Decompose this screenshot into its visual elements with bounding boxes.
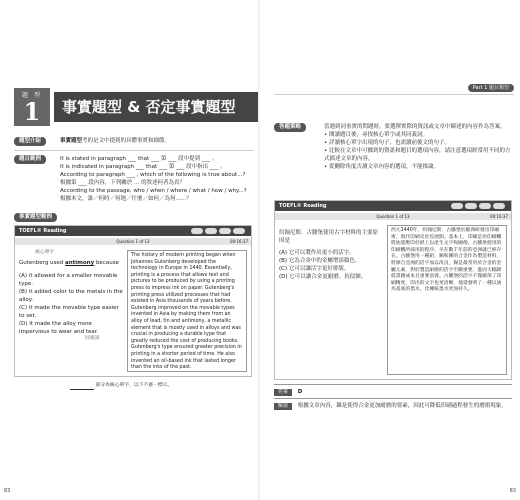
strategy-item: • 比較在文章中可據到的資訊和題目的選項內容，請注意選項經常用不同的方式描述文章的內容。	[324, 148, 511, 162]
stem-keyword: antimony	[65, 260, 95, 266]
part-tag: Part 1 題目類型	[468, 84, 514, 92]
example-list	[60, 155, 258, 203]
strategy-item: • 閱讀題目後，尋找核心單字或其同義詞。	[324, 132, 429, 138]
strategy-label: 答題策略	[274, 123, 306, 132]
example-line: 根據本文，誰／何時／何地／什麼／如何／為何......？	[60, 196, 192, 202]
chapter-badge	[14, 88, 50, 126]
page-number: 83	[4, 488, 11, 494]
nav-button[interactable]	[451, 203, 463, 209]
cn-passage-text: 西元1440年，約翰尼斯．古騰堡於歐洲研發出印刷術，現代印刷史於焉展開。基本上，印刷是用印刷機將油墨壓印於紙上以產生文字和圖像。古騰堡使用的印刷機所採用的程序，早在數千年前的亞洲就已經存在。古騰堡用一種鉛、錫和銻的合金作為製造材料，將源自亞洲的活字加以改良，錫是最常用於合金的金屬元素，對於製造耐磨的活字至關重要，進而大幅降低書籍成本且重要意義。古騰堡的活字不僅確保了印刷精度，印出的文字也更清晰，他還發明了一種以油為基底的墨水，比傳統墨水更加持久。	[391, 228, 502, 293]
cn-option-b[interactable]: (B) 它為合金中的金屬增添顏色。	[279, 258, 361, 264]
intro-bold: 事實題型	[60, 138, 83, 144]
option-c[interactable]: (C) it made the movable type easier to set.	[19, 305, 119, 319]
clock: 00:16:37	[230, 239, 248, 244]
toefl-screen-cn	[274, 200, 512, 380]
nav-button[interactable]	[191, 228, 203, 234]
nav-button[interactable]	[219, 228, 231, 234]
cn-option-d[interactable]: (D) 它可以讓合金更耐磨、抗侵蝕。	[279, 274, 367, 280]
option-d[interactable]: (D) it made the alloy more impervious to wear and tear.	[19, 321, 99, 335]
chapter-title: 事實題型 & 否定事實題型	[54, 92, 260, 122]
cn-option-a[interactable]: (A) 它可以製作出更小的活字。	[279, 250, 355, 256]
strategy-block	[324, 123, 514, 171]
explain-text: 根據文章內容，銻是使得合金更加耐磨的要素，因此可降低印刷過程發生的磨損現象。	[297, 403, 507, 409]
question-stem	[19, 259, 123, 267]
question-counter-cn: Question 1 of 13	[275, 213, 511, 220]
question-counter: Question 1 of 13	[15, 238, 251, 245]
option-a[interactable]: (A) it allowed for a smaller movable type.	[19, 273, 118, 287]
stem-post: because	[95, 260, 119, 266]
strategy-item: • 詳讀核心單字出現的句子，也需讀前後文的句子。	[324, 140, 451, 146]
sample-label: 事實題型範例	[14, 213, 57, 222]
nav-button[interactable]	[465, 203, 477, 209]
strategy-item: • 從刪除角度否讀文章內容的選項，不能推論。	[324, 164, 440, 170]
passage-box	[127, 250, 247, 372]
divider	[14, 150, 254, 151]
cn-question: 約翰尼斯．古騰堡使用古字材料的主要原因是	[279, 230, 379, 244]
intro-text	[60, 137, 255, 145]
strategy-intro: 當遇到同事實的問題時，要選擇實際的資訊或文章中陳述的內容作為答案。	[324, 124, 506, 130]
chapter-number: 1	[23, 97, 41, 126]
nav-button[interactable]	[493, 203, 505, 209]
options	[19, 272, 123, 336]
option-b[interactable]: (B) it added color to the metals in the alloy.	[19, 289, 123, 303]
answer-label: 答案	[274, 389, 292, 396]
chapter-label: 題 型	[22, 92, 42, 99]
toefl-title-cn: TOEFL® Reading	[275, 201, 511, 211]
toefl-title: TOEFL® Reading	[15, 226, 251, 236]
intro-body: 考的是文中提到的具體事實和細節。	[82, 138, 171, 144]
right-page	[260, 0, 520, 500]
answer-value: D	[297, 389, 303, 395]
example-line: According to the passage, who / when / where / what / how / why...?	[60, 188, 247, 194]
synonym-annotation: 同義詞	[85, 336, 100, 341]
example-line: 根據第 ___ 段內容，下列關於 ... 的敘述何者為真？	[60, 180, 185, 186]
passage-text: The history of modern printing began when Johannes Gutenberg developed the technology in Europe in 1440. Essentially, printing is a process that allows text and pictures to be produced by using a printing press to impress ink on paper. Gutenberg's printing press utilized processes that had existed in Asia thousands of years before. Gutenberg improved on the movable types invented in Asia by making them from an alloy of lead, tin and antimony, a metallic element that is mostly used in alloys and was crucial in producing a durable type that greatly reduced the cost of producing books. Gutenberg's type ensured greater precision in printing in a shorter period of time. He also invented an oil-based ink that lasted longer than the inks of the past.	[131, 253, 242, 371]
explain-row	[274, 398, 512, 410]
footnote-marker	[70, 389, 94, 390]
answer-row	[274, 384, 512, 396]
footer-note	[70, 383, 172, 390]
cn-option-c[interactable]: (C) 它可以讓活字更好排版。	[279, 266, 350, 272]
cn-options	[279, 249, 383, 281]
page-number-right: 83	[509, 488, 516, 494]
clock-cn: 00:16:37	[490, 214, 508, 219]
nav-button[interactable]	[233, 228, 245, 234]
example-line: It is indicated in paragraph ___ that ___ 第 ___ 段中指出 ___ 。	[60, 164, 226, 170]
toefl-screen	[14, 225, 252, 377]
example-line: According to paragraph ___ , which of the following is true about...?	[60, 172, 246, 178]
explain-label: 解說	[274, 403, 292, 410]
example-label: 題目範例	[14, 155, 46, 164]
example-line: It is stated in paragraph ___ that ___ 第 ___ 段中提到 ___ 。	[60, 156, 218, 162]
core-word-annotation: 核心單字	[35, 250, 55, 255]
stem-pre: Gutenberg used	[19, 260, 64, 266]
nav-button[interactable]	[205, 228, 217, 234]
intro-label: 題型介紹	[14, 137, 46, 146]
top-rule	[274, 94, 514, 95]
nav-button[interactable]	[479, 203, 491, 209]
cn-passage-box	[387, 225, 507, 375]
footer-note-text: 部分為核心單字，以下不逐一標示。	[95, 383, 173, 388]
